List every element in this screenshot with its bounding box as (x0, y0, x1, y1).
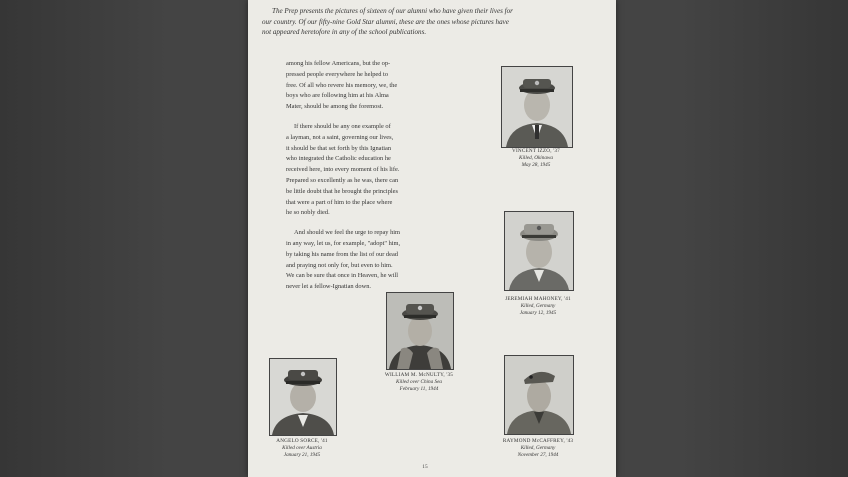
text-line: he so nobly died. (286, 209, 330, 217)
tribute-paragraph-3 (286, 228, 446, 293)
text-line: that were a part of him to the place where (286, 198, 393, 206)
caption-place: Killed, Germany (520, 303, 556, 309)
soldier-name: ANGELO SORCE, '41 (276, 438, 328, 444)
text-line: And should we feel the urge to repay him (294, 229, 401, 237)
portrait-photo (504, 355, 574, 435)
text-line: in any way, let us, for example, "adopt" him, (286, 239, 401, 247)
caption-date: February 11, 1944 (399, 386, 439, 392)
text-line: it should be that set forth by this Ignatian (286, 144, 392, 152)
intro-line: our country. Of our fifty-nine Gold Star alumni, these are the ones whose pictures have (262, 17, 509, 26)
caption-date: January 21, 1945 (283, 452, 321, 458)
caption-place: Killed, Germany (520, 445, 556, 451)
text-line: We can be sure that once in Heaven, he will (286, 272, 398, 280)
text-line: never let a fellow-Ignatian down. (286, 283, 371, 291)
portrait-caption (488, 296, 588, 317)
text-line: free. Of all who revere his memory, we, the (286, 81, 398, 89)
text-line: by taking his name from the list of our dead (286, 250, 398, 258)
text-line: a layman, not a saint, governing our lives, (286, 133, 394, 141)
caption-place: Killed over Austria (282, 445, 322, 451)
portrait-image (505, 356, 573, 434)
portrait-photo (501, 66, 573, 148)
portrait-caption (252, 438, 352, 459)
caption-date: January 12, 1945 (519, 310, 557, 316)
text-line: who integrated the Catholic education he (286, 155, 391, 163)
portrait-image (502, 67, 572, 147)
intro-paragraph (262, 6, 602, 38)
caption-place: Killed, Okinawa (518, 155, 553, 161)
tribute-paragraph-2 (286, 122, 446, 219)
text-line: Mater, should be among the foremost. (286, 103, 384, 111)
text-line: received here, into every moment of his life. (286, 166, 400, 174)
text-line: pressed people everywhere he helped to (286, 70, 389, 78)
tribute-paragraph-1 (286, 59, 446, 113)
portrait-image (387, 293, 453, 369)
portrait-caption (486, 148, 586, 169)
text-line: among his fellow Americans, but the op- (286, 60, 391, 67)
portrait-caption (488, 438, 588, 459)
yearbook-page (248, 0, 616, 477)
caption-place: Killed over China Sea (396, 379, 442, 385)
text-line: boys who are following him at his Alma (286, 92, 389, 100)
portrait-photo (269, 358, 337, 436)
intro-line: The Prep presents the pictures of sixteen of our alumni who have given their lives for (272, 7, 513, 15)
portrait-photo (386, 292, 454, 370)
text-line: and praying not only for, but even to him. (286, 261, 393, 269)
soldier-name: VINCENT IZZO, '37 (512, 148, 560, 154)
page-number: 15 (422, 464, 428, 470)
portrait-image (270, 359, 336, 435)
tribute-text (286, 59, 446, 302)
soldier-name: RAYMOND McCAFFREY, '43 (502, 438, 574, 444)
caption-date: November 27, 1944 (517, 452, 559, 458)
soldier-name: WILLIAM M. McNULTY, '35 (384, 372, 454, 378)
portrait-photo (504, 211, 574, 291)
soldier-name: JEREMIAH MAHONEY, '41 (505, 296, 571, 302)
intro-line: not appeared heretofore in any of the school publications. (262, 28, 427, 37)
portrait-caption (369, 372, 469, 393)
text-line: Prepared so excellently as he was, there can (286, 176, 399, 184)
text-line: be little doubt that he brought the principles (286, 187, 398, 195)
text-line: If there should be any one example of (294, 122, 391, 130)
caption-date: May 28, 1945 (521, 162, 551, 168)
portrait-image (505, 212, 573, 290)
